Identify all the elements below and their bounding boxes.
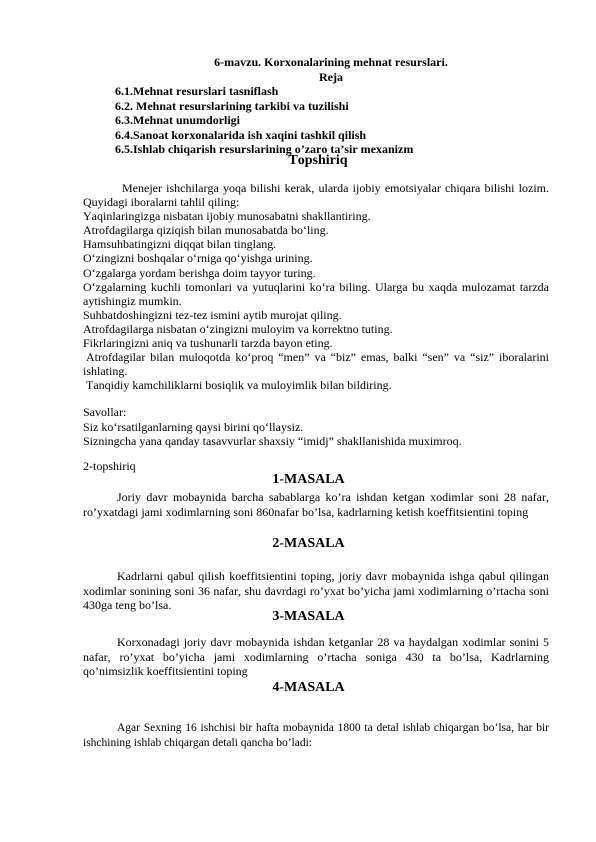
problem-text: Korxonadagi joriy davr mobaynida ishdan ketganlar 28 va haydalgan xodimlar sonini 5 nafar, ro’yxat bo’yicha jami xodimlarning o’rtacha soniga 430 ta bo’lsa, Kadrlarning qo’nimsizlik koeffitsientini toping — [83, 635, 549, 678]
plan-item: 6.4.Sanoat korxonalarida ish xaqini tashkil qilish — [115, 127, 367, 142]
plan-item: 6.1.Mehnat resurslari tasniflash — [115, 84, 279, 98]
plan-item: 6.5.Ishlab chiqarish resurslarining o’zaro ta’sir mexanizm — [115, 142, 414, 156]
problem-heading: 2-MASALA — [272, 536, 345, 551]
problem-text: Kadrlarni qabul qilish koeffitsientini toping, joriy davr mobaynida ishga qabul qilingan xodimlar sonining soni 36 nafar, shu davrdagi ro’yxat bo’yicha jami xodimlarning o’rtacha soni 430ga teng bo’lsa. — [83, 569, 549, 612]
plan-item: 6.3.Mehnat unumdorligi — [115, 113, 241, 127]
phrase-item: Fikrlaringizni aniq va tushunarli tarzda bayon eting. — [83, 336, 333, 351]
questions-section — [83, 405, 549, 449]
task-body — [83, 181, 549, 392]
task2-heading: 2-topshiriq — [83, 459, 136, 473]
problem-text: Agar Sexning 16 ishchisi bir hafta mobaynida 1800 ta detal ishlab chiqargan bo’lsa, har bir ishchining ishlab chiqargan detali qancha bo’ladi: — [83, 722, 549, 749]
phrase-item: O‘zgalarning kuchli tomonlari va yutuqlarini ko‘ra biling. Ularga bu xaqda mulozamat tarzda aytishingiz mumkin. — [83, 279, 549, 308]
phrase-item: O‘zgalarga yordam berishga doim tayyor turing. — [83, 265, 316, 280]
phrase-item: Hamsuhbatingizni diqqat bilan tinglang. — [83, 237, 277, 252]
question-item: Sizningcha yana qanday tasavvurlar shaxsiy “imidj” shakllanishida muximroq. — [83, 434, 462, 448]
question-item: Siz ko‘rsatilganlarning qaysi birini qo‘llaysiz. — [83, 419, 304, 434]
phrase-item: O‘zingizni boshqalar o‘rniga qo‘yishga urining. — [83, 251, 313, 266]
phrase-item: Atrofdagilar bilan muloqotda ko‘proq “men” va “biz” emas, balki “sen” va “siz” iboralarini ishlating. — [83, 350, 549, 379]
phrase-item: Suhbatdoshingizni tez-tez ismini aytib murojat qiling. — [83, 307, 342, 322]
problem-heading: 3-MASALA — [272, 609, 345, 624]
document-title: 6-mavzu. Korxonalarining mehnat resurslari. — [214, 55, 448, 69]
problem-heading: 1-MASALA — [272, 472, 345, 487]
problem-heading: 4-MASALA — [272, 680, 345, 695]
task-heading: Topshiriq — [288, 153, 348, 168]
problem-text: Joriy davr mobaynida barcha sabablarga ko’ra ishdan ketgan xodimlar soni 28 nafar, ro’yxatdagi jami xodimlarning soni 860nafar bo’lsa, kadrlarning ketish koeffitsientini toping — [83, 489, 549, 519]
phrase-item: Atrofdagilarga nisbatan o‘zingizni muloyim va korrektno tuting. — [83, 321, 393, 336]
phrase-item: Tanqidiy kamchiliklarni bosiqlik va muloyimlik bilan bildiring. — [86, 378, 392, 393]
plan-item: 6.2. Mehnat resurslarining tarkibi va tuzilishi — [115, 98, 349, 113]
phrase-item: Atrofdagilarga qiziqish bilan munosabatda bo‘ling. — [83, 223, 329, 238]
plan-heading: Reja — [319, 70, 343, 84]
questions-heading: Savollar: — [83, 405, 127, 419]
plan-list — [115, 84, 555, 157]
task-intro-paragraph: Menejer ishchilarga yoqa bilishi kerak, ularda ijobiy emotsiyalar chiqara bilishi lozim. Quyidagi iboralarni tahlil qiling: — [83, 181, 549, 210]
phrase-item: Yaqinlaringizga nisbatan ijobiy munosabatni shakllantiring. — [83, 209, 371, 224]
